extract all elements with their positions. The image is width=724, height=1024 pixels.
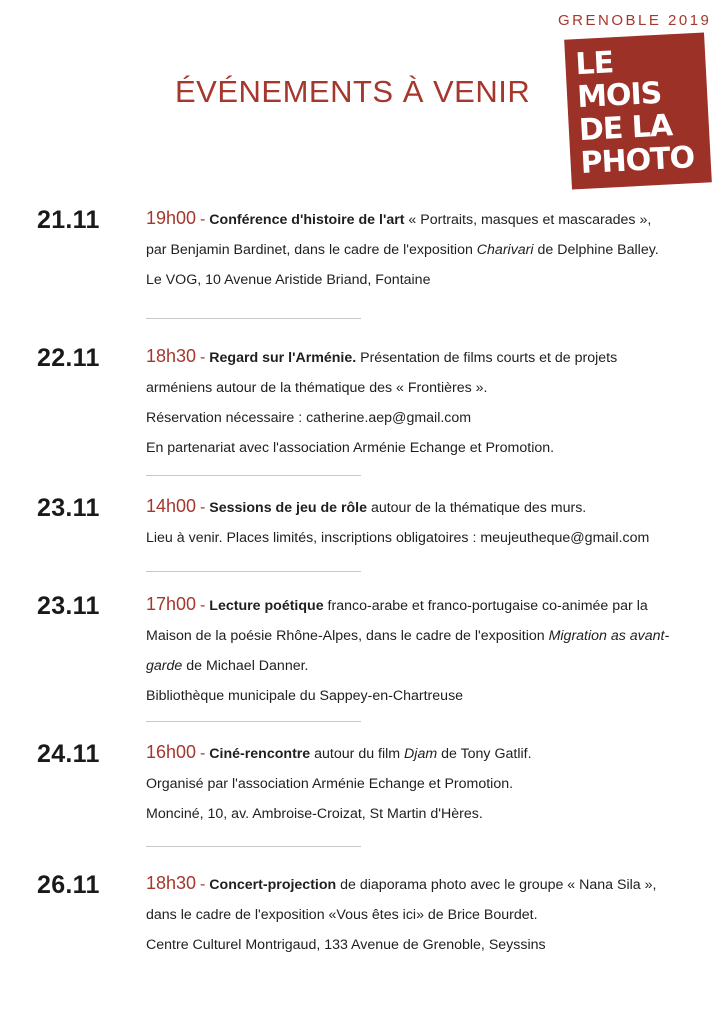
event-time: 19h00 [146,208,197,228]
event-date: 23.11 [37,494,100,522]
event-name: Sessions de jeu de rôle [209,500,367,516]
event-name: Conférence d'histoire de l'art [209,212,405,228]
divider [146,318,361,319]
event-time: 14h00 [146,496,197,516]
divider [146,475,361,476]
event-body: 16h00 - Ciné-rencontre autour du film Djam de Tony Gatlif. Organisé par l'association Arménie Echange et Promotion. Monciné, 10, av. Ambroise-Croizat, St Martin d'Hères. [146,742,532,822]
event-body: 14h00 - Sessions de jeu de rôle autour de la thématique des murs. Lieu à venir. Places limités, inscriptions obligatoires : meujeutheque@gmail.com [146,496,650,546]
event-time: 16h00 [146,742,197,762]
event-time: 18h30 [146,346,197,366]
event-body: 18h30 - Regard sur l'Arménie. Présentation de films courts et de projets arméniens autour de la thématique des « Frontières ». Réservation nécessaire : catherine.aep@gmail.com En partenariat avec l'association Arménie Echange et Promotion. [146,346,618,456]
event-name: Regard sur l'Arménie. [209,350,357,366]
logo-line-4: PHOTO [579,140,696,182]
event-date: 21.11 [37,206,100,234]
event-date: 24.11 [37,740,100,768]
divider [146,721,361,722]
event-name: Concert-projection [209,877,337,893]
event-name: Lecture poétique [209,598,324,614]
event-time: 17h00 [146,594,197,614]
event-date: 23.11 [37,592,100,620]
event-body: 18h30 - Concert-projection de diaporama photo avec le groupe « Nana Sila », dans le cadre de l'exposition «Vous êtes ici» de Brice Bourdet. Centre Culturel Montrigaud, 133 Avenue de Grenoble, Seyssins [146,873,657,953]
page-title: ÉVÉNEMENTS À VENIR [175,74,531,109]
logo-line-1: LE [574,45,614,83]
event-time: 18h30 [146,873,197,893]
event-body: 19h00 - Conférence d'histoire de l'art « Portraits, masques et mascarades », par Benjamin Bardinet, dans le cadre de l'exposition Charivari de Delphine Balley. Le VOG, 10 Avenue Aristide Briand, Fontaine [146,208,659,288]
logo-city-year: GRENOBLE 2019 [558,12,712,29]
logo-badge [564,32,712,189]
event-body: 17h00 - Lecture poétique franco-arabe et franco-portugaise co-animée par la Maison de la poésie Rhône-Alpes, dans le cadre de l'exposition Migration as avant- garde de Michael Danner. Bibliothèque municipale du Sappey-en-Chartreuse [146,594,670,704]
event-date: 26.11 [37,871,100,899]
event-date: 22.11 [37,344,100,372]
event-name: Ciné-rencontre [209,746,311,762]
divider [146,571,361,572]
divider [146,846,361,847]
logo-line-3: DE LA [578,108,673,149]
logo-line-2: MOIS [576,75,663,116]
